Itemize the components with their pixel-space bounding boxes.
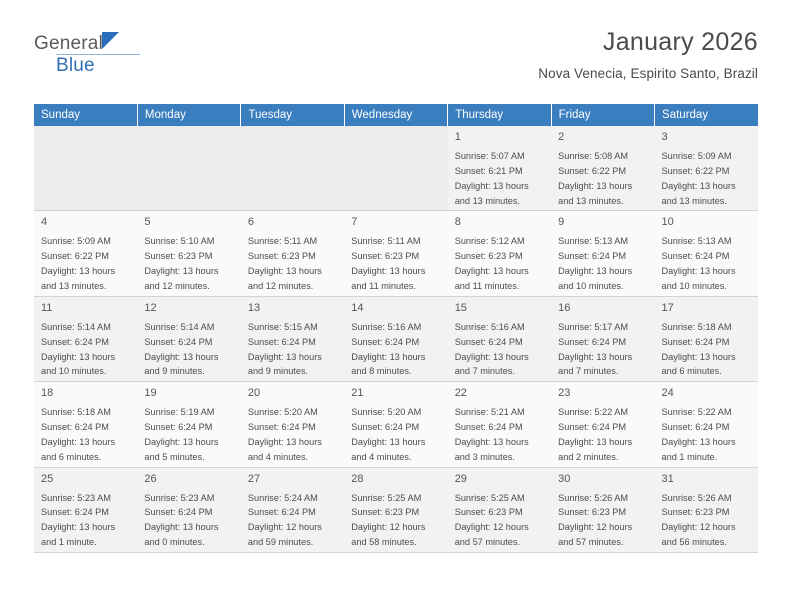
- day-detail-line: Sunset: 6:24 PM: [247, 422, 316, 433]
- calendar-day-cell: [448, 467, 551, 552]
- calendar-week-row: [34, 211, 758, 296]
- day-detail-line: Daylight: 13 hours: [558, 180, 633, 191]
- day-details: [558, 405, 648, 465]
- day-detail-line: Daylight: 12 hours: [661, 522, 736, 533]
- day-detail-line: Sunset: 6:22 PM: [41, 251, 109, 262]
- day-detail-line: Sunrise: 5:23 AM: [144, 492, 215, 503]
- day-details: [662, 234, 752, 294]
- day-detail-line: and 13 minutes.: [454, 195, 521, 206]
- logo-text-blue: Blue: [56, 55, 95, 76]
- day-detail-line: Daylight: 13 hours: [454, 351, 529, 362]
- day-detail-line: Sunrise: 5:08 AM: [558, 150, 629, 161]
- day-number: 18: [41, 387, 54, 400]
- day-number: 10: [661, 216, 674, 229]
- day-detail-line: Daylight: 13 hours: [144, 522, 219, 533]
- calendar-day-cell: [551, 211, 654, 296]
- calendar-day-cell: [448, 382, 551, 467]
- day-detail-line: and 2 minutes.: [558, 451, 619, 462]
- calendar-day-cell: [655, 296, 758, 381]
- day-detail-line: Sunrise: 5:22 AM: [558, 407, 629, 418]
- day-detail-line: Sunrise: 5:19 AM: [144, 407, 215, 418]
- day-detail-line: Sunrise: 5:21 AM: [454, 407, 525, 418]
- calendar-day-cell: [137, 382, 240, 467]
- day-number: 6: [247, 216, 254, 229]
- day-detail-line: Daylight: 13 hours: [144, 266, 219, 277]
- day-detail-line: Daylight: 13 hours: [351, 351, 426, 362]
- day-details: [41, 234, 131, 294]
- day-detail-line: and 7 minutes.: [558, 366, 619, 377]
- day-number: 17: [661, 301, 674, 314]
- day-detail-line: Sunrise: 5:16 AM: [351, 321, 422, 332]
- logo[interactable]: [34, 28, 103, 75]
- day-details: [144, 234, 234, 294]
- day-detail-line: Sunset: 6:24 PM: [144, 507, 213, 518]
- page-title: January 2026: [602, 28, 758, 56]
- day-details: [41, 320, 131, 380]
- day-number: 7: [351, 216, 358, 229]
- day-details: [248, 491, 338, 551]
- weekday-header-friday: Friday: [551, 104, 654, 126]
- day-detail-line: and 6 minutes.: [41, 451, 102, 462]
- day-detail-line: Sunrise: 5:20 AM: [247, 407, 318, 418]
- day-details: [558, 491, 648, 551]
- day-detail-line: Sunset: 6:24 PM: [558, 251, 627, 262]
- day-detail-line: and 0 minutes.: [144, 537, 205, 548]
- day-detail-line: Sunset: 6:23 PM: [454, 251, 523, 262]
- weekday-header-row: [34, 104, 758, 126]
- calendar-day-cell: [655, 382, 758, 467]
- calendar-week-row: [34, 126, 758, 211]
- calendar-day-cell: [344, 211, 447, 296]
- day-details: [455, 149, 545, 209]
- weekday-header-saturday: Saturday: [655, 104, 758, 126]
- calendar-day-empty: [241, 126, 344, 211]
- day-number: 9: [558, 216, 565, 229]
- day-details: [662, 405, 752, 465]
- day-detail-line: and 1 minute.: [661, 451, 718, 462]
- day-detail-line: Sunrise: 5:11 AM: [247, 236, 318, 247]
- day-details: [144, 405, 234, 465]
- day-number: 19: [144, 387, 157, 400]
- day-details: [662, 491, 752, 551]
- day-number: 24: [661, 387, 674, 400]
- day-details: [144, 320, 234, 380]
- day-detail-line: Daylight: 13 hours: [661, 436, 736, 447]
- day-detail-line: Sunset: 6:23 PM: [661, 507, 730, 518]
- day-number: 21: [351, 387, 364, 400]
- day-details: [455, 405, 545, 465]
- day-number: 30: [558, 472, 571, 485]
- calendar-week-row: [34, 296, 758, 381]
- day-detail-line: Daylight: 13 hours: [454, 436, 529, 447]
- day-detail-line: and 5 minutes.: [144, 451, 205, 462]
- day-detail-line: Sunrise: 5:14 AM: [144, 321, 215, 332]
- title-block: [538, 28, 758, 81]
- calendar-day-cell: [655, 126, 758, 211]
- day-detail-line: Daylight: 13 hours: [661, 180, 736, 191]
- day-number: 14: [351, 301, 364, 314]
- day-details: [558, 320, 648, 380]
- day-detail-line: Sunrise: 5:25 AM: [351, 492, 422, 503]
- day-detail-line: Daylight: 13 hours: [41, 266, 116, 277]
- day-details: [558, 234, 648, 294]
- day-number: 31: [661, 472, 674, 485]
- day-detail-line: and 9 minutes.: [144, 366, 205, 377]
- day-number: 16: [558, 301, 571, 314]
- day-detail-line: and 57 minutes.: [558, 537, 624, 548]
- day-detail-line: Daylight: 13 hours: [41, 522, 116, 533]
- day-detail-line: Sunrise: 5:25 AM: [454, 492, 525, 503]
- calendar-day-cell: [34, 211, 137, 296]
- day-details: [455, 234, 545, 294]
- day-detail-line: Daylight: 13 hours: [454, 266, 529, 277]
- day-detail-line: Sunset: 6:23 PM: [247, 251, 316, 262]
- day-detail-line: Sunset: 6:24 PM: [661, 422, 730, 433]
- day-detail-line: Daylight: 12 hours: [558, 522, 633, 533]
- day-detail-line: and 56 minutes.: [661, 537, 727, 548]
- day-details: [662, 149, 752, 209]
- flag-icon: [102, 32, 119, 49]
- calendar-day-cell: [344, 467, 447, 552]
- day-detail-line: Sunset: 6:24 PM: [144, 336, 213, 347]
- calendar-day-cell: [137, 467, 240, 552]
- day-detail-line: Sunset: 6:24 PM: [144, 422, 213, 433]
- day-detail-line: and 6 minutes.: [661, 366, 722, 377]
- day-detail-line: Daylight: 13 hours: [351, 266, 426, 277]
- day-detail-line: and 10 minutes.: [558, 280, 624, 291]
- calendar-day-cell: [655, 467, 758, 552]
- day-detail-line: Sunset: 6:24 PM: [247, 336, 316, 347]
- day-detail-line: Sunrise: 5:23 AM: [41, 492, 111, 503]
- day-number: 22: [454, 387, 467, 400]
- day-details: [455, 491, 545, 551]
- day-detail-line: Sunrise: 5:17 AM: [558, 321, 629, 332]
- day-detail-line: Daylight: 13 hours: [41, 351, 116, 362]
- day-detail-line: Sunset: 6:24 PM: [558, 336, 627, 347]
- day-number: 11: [41, 301, 53, 314]
- day-details: [144, 491, 234, 551]
- day-detail-line: Sunrise: 5:13 AM: [661, 236, 732, 247]
- day-number: 5: [144, 216, 151, 229]
- day-number: 15: [454, 301, 467, 314]
- day-detail-line: Daylight: 13 hours: [558, 351, 633, 362]
- day-detail-line: Sunrise: 5:26 AM: [558, 492, 629, 503]
- day-detail-line: Daylight: 13 hours: [351, 436, 426, 447]
- calendar-day-cell: [551, 126, 654, 211]
- day-detail-line: Sunrise: 5:11 AM: [351, 236, 421, 247]
- day-detail-line: Daylight: 12 hours: [351, 522, 426, 533]
- logo-text-general: General: [34, 33, 103, 54]
- day-detail-line: Sunset: 6:23 PM: [144, 251, 213, 262]
- day-detail-line: Sunrise: 5:09 AM: [661, 150, 732, 161]
- day-detail-line: Sunset: 6:24 PM: [41, 507, 109, 518]
- logo-divider: [56, 54, 140, 55]
- day-detail-line: and 57 minutes.: [454, 537, 521, 548]
- day-detail-line: Daylight: 12 hours: [247, 522, 322, 533]
- day-detail-line: Sunset: 6:21 PM: [454, 165, 523, 176]
- sunrise-sunset-calendar: [34, 104, 758, 553]
- day-detail-line: Sunset: 6:24 PM: [661, 251, 730, 262]
- calendar-week-row: [34, 382, 758, 467]
- calendar-day-cell: [241, 467, 344, 552]
- weekday-header-thursday: Thursday: [448, 104, 551, 126]
- calendar-day-cell: [34, 296, 137, 381]
- day-detail-line: Daylight: 13 hours: [144, 351, 219, 362]
- day-number: 28: [351, 472, 364, 485]
- day-number: 29: [454, 472, 467, 485]
- day-number: 4: [41, 216, 48, 229]
- calendar-day-cell: [448, 211, 551, 296]
- day-detail-line: Sunset: 6:22 PM: [661, 165, 730, 176]
- day-detail-line: Sunset: 6:23 PM: [351, 507, 420, 518]
- calendar-day-cell: [241, 211, 344, 296]
- day-detail-line: Daylight: 13 hours: [247, 436, 322, 447]
- day-details: [351, 405, 441, 465]
- location-subtitle: Nova Venecia, Espirito Santo, Brazil: [538, 66, 758, 81]
- day-detail-line: and 13 minutes.: [41, 280, 107, 291]
- day-detail-line: Daylight: 13 hours: [247, 351, 322, 362]
- day-detail-line: Sunset: 6:24 PM: [351, 422, 420, 433]
- day-number: 1: [454, 131, 461, 143]
- calendar-day-cell: [241, 296, 344, 381]
- calendar-week-row: [34, 467, 758, 552]
- day-detail-line: Daylight: 13 hours: [247, 266, 322, 277]
- day-details: [351, 234, 441, 294]
- day-detail-line: and 1 minute.: [41, 537, 97, 548]
- calendar-day-cell: [448, 296, 551, 381]
- day-details: [662, 320, 752, 380]
- calendar-day-empty: [34, 126, 137, 211]
- day-number: 12: [144, 301, 157, 314]
- day-detail-line: Daylight: 13 hours: [661, 266, 736, 277]
- day-detail-line: Daylight: 13 hours: [661, 351, 736, 362]
- day-detail-line: and 4 minutes.: [351, 451, 412, 462]
- day-detail-line: Sunset: 6:22 PM: [558, 165, 627, 176]
- day-number: 26: [144, 472, 157, 485]
- day-detail-line: and 4 minutes.: [247, 451, 309, 462]
- day-detail-line: Daylight: 13 hours: [144, 436, 219, 447]
- calendar-day-cell: [137, 296, 240, 381]
- day-detail-line: Sunrise: 5:09 AM: [41, 236, 111, 247]
- calendar-day-cell: [448, 126, 551, 211]
- calendar-day-cell: [34, 382, 137, 467]
- weekday-header-tuesday: Tuesday: [241, 104, 344, 126]
- day-detail-line: and 11 minutes.: [351, 280, 416, 291]
- day-number: 27: [247, 472, 261, 485]
- day-detail-line: Sunset: 6:24 PM: [351, 336, 420, 347]
- day-number: 2: [558, 131, 565, 143]
- day-detail-line: Daylight: 13 hours: [558, 436, 633, 447]
- day-detail-line: Sunrise: 5:16 AM: [454, 321, 525, 332]
- day-detail-line: Sunrise: 5:18 AM: [661, 321, 732, 332]
- day-details: [41, 491, 131, 551]
- day-detail-line: Sunset: 6:24 PM: [41, 422, 109, 433]
- day-details: [248, 320, 338, 380]
- day-detail-line: Daylight: 13 hours: [558, 266, 633, 277]
- day-detail-line: Daylight: 13 hours: [41, 436, 116, 447]
- day-detail-line: Sunset: 6:24 PM: [41, 336, 109, 347]
- day-detail-line: and 12 minutes.: [144, 280, 210, 291]
- calendar-day-cell: [137, 211, 240, 296]
- day-details: [558, 149, 648, 209]
- day-detail-line: Sunset: 6:23 PM: [558, 507, 627, 518]
- day-details: [351, 491, 441, 551]
- weekday-header-sunday: Sunday: [34, 104, 137, 126]
- day-detail-line: Sunrise: 5:12 AM: [454, 236, 525, 247]
- day-detail-line: Sunrise: 5:26 AM: [661, 492, 732, 503]
- weekday-header-wednesday: Wednesday: [344, 104, 447, 126]
- day-detail-line: and 10 minutes.: [661, 280, 727, 291]
- calendar-day-cell: [344, 382, 447, 467]
- day-detail-line: Sunrise: 5:14 AM: [41, 321, 111, 332]
- day-detail-line: Sunset: 6:24 PM: [661, 336, 730, 347]
- calendar-day-cell: [551, 296, 654, 381]
- day-number: 20: [247, 387, 261, 400]
- day-detail-line: and 12 minutes.: [247, 280, 314, 291]
- day-detail-line: Daylight: 12 hours: [454, 522, 529, 533]
- day-detail-line: and 59 minutes.: [247, 537, 314, 548]
- day-details: [351, 320, 441, 380]
- day-details: [455, 320, 545, 380]
- day-number: 8: [454, 216, 461, 229]
- day-details: [248, 405, 338, 465]
- day-detail-line: Sunrise: 5:20 AM: [351, 407, 422, 418]
- day-detail-line: Sunrise: 5:18 AM: [41, 407, 111, 418]
- page-header: [34, 28, 758, 92]
- calendar-day-cell: [344, 296, 447, 381]
- day-detail-line: Sunset: 6:24 PM: [247, 507, 316, 518]
- day-detail-line: and 58 minutes.: [351, 537, 417, 548]
- day-detail-line: and 8 minutes.: [351, 366, 412, 377]
- calendar-day-empty: [344, 126, 447, 211]
- day-detail-line: Sunset: 6:24 PM: [454, 336, 523, 347]
- day-number: 25: [41, 472, 54, 485]
- day-number: 13: [247, 301, 261, 314]
- day-detail-line: and 9 minutes.: [247, 366, 309, 377]
- day-detail-line: and 7 minutes.: [454, 366, 515, 377]
- day-detail-line: and 11 minutes.: [454, 280, 520, 291]
- day-detail-line: Sunset: 6:23 PM: [454, 507, 523, 518]
- day-detail-line: Sunrise: 5:24 AM: [247, 492, 318, 503]
- day-detail-line: Sunset: 6:24 PM: [558, 422, 627, 433]
- day-detail-line: Sunset: 6:24 PM: [454, 422, 523, 433]
- day-detail-line: and 13 minutes.: [558, 195, 624, 206]
- day-number: 3: [661, 131, 668, 143]
- day-detail-line: Sunrise: 5:15 AM: [247, 321, 318, 332]
- day-number: 23: [558, 387, 571, 400]
- day-detail-line: and 13 minutes.: [661, 195, 727, 206]
- calendar-day-cell: [551, 382, 654, 467]
- day-details: [248, 234, 338, 294]
- calendar-day-cell: [655, 211, 758, 296]
- day-detail-line: Sunrise: 5:13 AM: [558, 236, 629, 247]
- calendar-day-cell: [34, 467, 137, 552]
- day-details: [41, 405, 131, 465]
- day-detail-line: Sunset: 6:23 PM: [351, 251, 420, 262]
- day-detail-line: Sunrise: 5:10 AM: [144, 236, 215, 247]
- weekday-header-monday: Monday: [137, 104, 240, 126]
- day-detail-line: and 3 minutes.: [454, 451, 515, 462]
- day-detail-line: Daylight: 13 hours: [454, 180, 529, 191]
- day-detail-line: Sunrise: 5:22 AM: [661, 407, 732, 418]
- calendar-day-cell: [551, 467, 654, 552]
- day-detail-line: and 10 minutes.: [41, 366, 107, 377]
- calendar-day-empty: [137, 126, 240, 211]
- calendar-day-cell: [241, 382, 344, 467]
- day-detail-line: Sunrise: 5:07 AM: [454, 150, 525, 161]
